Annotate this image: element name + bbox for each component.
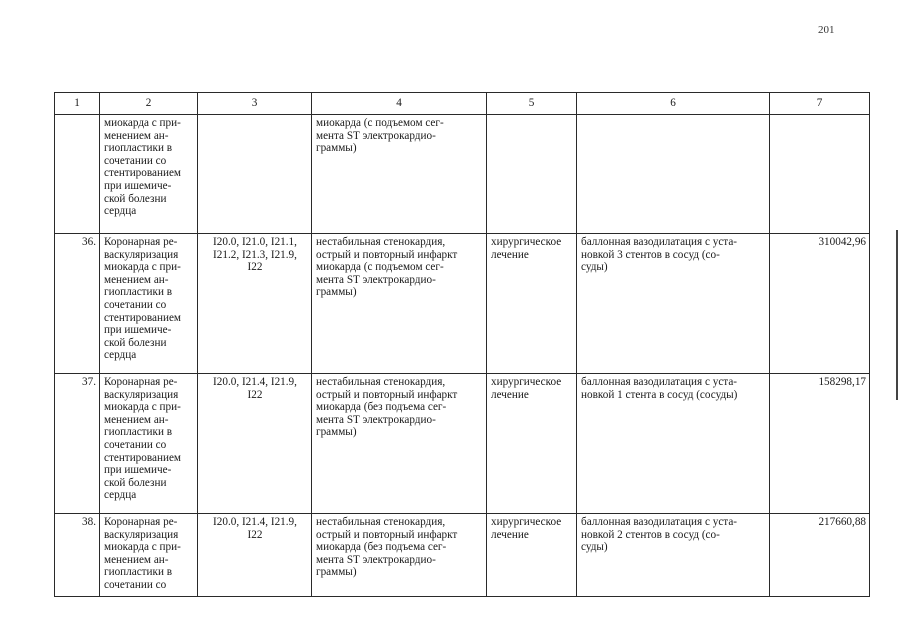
- row-number: 38.: [55, 514, 100, 597]
- icd-codes: I20.0, I21.4, I21.9, I22: [198, 374, 312, 514]
- column-header: 5: [487, 93, 577, 115]
- service-name: Коронарная ре- васкуляризация миокарда с при- менением ан- гиопластики в сочетании со стентированием при ишемиче- ской болезни сердца: [100, 374, 198, 514]
- treatment-method: баллонная вазодилатация с уста- новкой 1 стента в сосуд (сосуды): [577, 374, 770, 514]
- table-row: [55, 514, 870, 597]
- column-header: 3: [198, 93, 312, 115]
- service-name: Коронарная ре- васкуляризация миокарда с при- менением ан- гиопластики в сочетании со стентированием при ишемиче- ской болезни сердца: [100, 234, 198, 374]
- column-header: 6: [577, 93, 770, 115]
- treatment-type: хирургическое лечение: [487, 374, 577, 514]
- table-header-row: [55, 93, 870, 115]
- scan-edge-line: [896, 230, 898, 400]
- patient-model: нестабильная стенокардия, острый и повторный инфаркт миокарда (без подъема сег- мента ST электрокардио- граммы): [312, 374, 487, 514]
- table-row: [55, 374, 870, 514]
- column-header: 2: [100, 93, 198, 115]
- table-row: [55, 115, 870, 234]
- table-row: [55, 234, 870, 374]
- column-header: 4: [312, 93, 487, 115]
- treatment-method: баллонная вазодилатация с уста- новкой 3 стентов в сосуд (со- суды): [577, 234, 770, 374]
- patient-model: миокарда (с подъемом сег- мента ST электрокардио- граммы): [312, 115, 487, 234]
- treatment-type: хирургическое лечение: [487, 234, 577, 374]
- patient-model: нестабильная стенокардия, острый и повторный инфаркт миокарда (без подъема сег- мента ST электрокардио- граммы): [312, 514, 487, 597]
- service-name: Коронарная ре- васкуляризация миокарда с при- менением ан- гиопластики в сочетании со: [100, 514, 198, 597]
- row-number: 37.: [55, 374, 100, 514]
- patient-model: нестабильная стенокардия, острый и повторный инфаркт миокарда (с подъемом сег- мента ST электрокардио- граммы): [312, 234, 487, 374]
- service-name: миокарда с при- менением ан- гиопластики в сочетании со стентированием при ишемиче- ской болезни сердца: [100, 115, 198, 234]
- price: [770, 115, 870, 234]
- treatment-method: баллонная вазодилатация с уста- новкой 2 стентов в сосуд (со- суды): [577, 514, 770, 597]
- treatment-type: [487, 115, 577, 234]
- treatment-type: хирургическое лечение: [487, 514, 577, 597]
- icd-codes: I20.0, I21.0, I21.1, I21.2, I21.3, I21.9, I22: [198, 234, 312, 374]
- icd-codes: [198, 115, 312, 234]
- icd-codes: I20.0, I21.4, I21.9, I22: [198, 514, 312, 597]
- row-number: 36.: [55, 234, 100, 374]
- medical-services-table: [54, 92, 870, 597]
- price: 310042,96: [770, 234, 870, 374]
- column-header: 1: [55, 93, 100, 115]
- column-header: 7: [770, 93, 870, 115]
- price: 217660,88: [770, 514, 870, 597]
- row-number: [55, 115, 100, 234]
- page-number: 201: [818, 24, 835, 36]
- treatment-method: [577, 115, 770, 234]
- price: 158298,17: [770, 374, 870, 514]
